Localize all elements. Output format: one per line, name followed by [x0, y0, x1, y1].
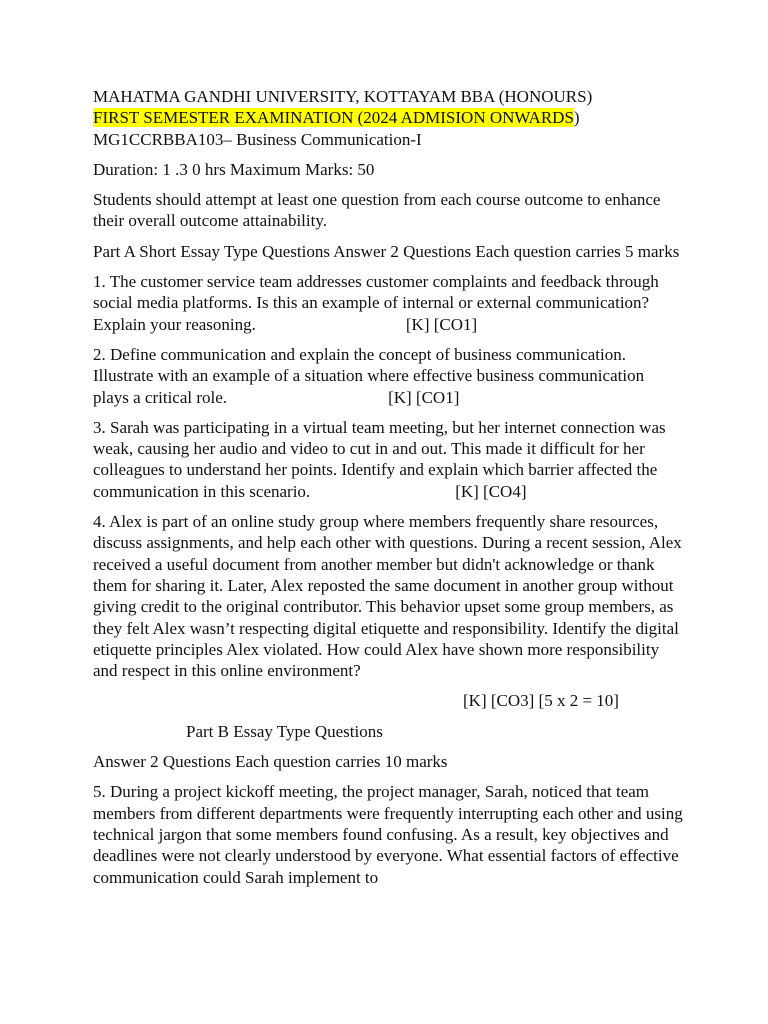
- question-text: 4. Alex is part of an online study group where members frequently share resources, discuss assignments, and help each other with questions. During a recent session, Alex received a useful document from another member but didn't acknowledge or thank them for sharing it. Later, Alex reposted the same document in another group without giving credit to the original contributor. This behavior upset some group members, as they felt Alex wasn’t respecting digital etiquette and responsibility. Identify the digital etiquette principles Alex violated. How could Alex have shown more responsibility and respect in this online environment?: [93, 512, 682, 681]
- university-title: MAHATMA GANDHI UNIVERSITY, KOTTAYAM BBA (HONOURS): [93, 87, 593, 106]
- part-a-heading: Part A Short Essay Type Questions Answer 2 Questions Each question carries 5 marks: [93, 241, 680, 261]
- exam-title-tail: ): [573, 108, 580, 128]
- question-5: [93, 781, 683, 887]
- part-b-subheading: Answer 2 Questions Each question carries 10 marks: [93, 752, 448, 772]
- question-4-tag: [K] [CO3] [5 x 2 = 10]: [463, 691, 619, 711]
- question-2: [93, 344, 683, 408]
- question-text: 2. Define communication and explain the concept of business communication. Illustrate with an example of a situation where effective business communication plays a critical role.: [93, 344, 645, 407]
- instructions: Students should attempt at least one question from each course outcome to enhance their overall outcome attainability.: [93, 190, 661, 231]
- course-code-title: MG1CCRBBA103– Business Communication-I: [93, 129, 422, 149]
- question-text: 3. Sarah was participating in a virtual team meeting, but her internet connection was weak, causing her audio and video to cut in and out. This made it difficult for her colleagues to understand her points. Identify and explain which barrier affected the communication in this scenario.: [93, 417, 666, 501]
- question-text: 1. The customer service team addresses customer complaints and feedback through social media platforms. Is this an example of internal or external communication? Explain your reasoning.: [93, 272, 659, 334]
- question-tag: [K] [CO4]: [455, 481, 527, 501]
- exam-title-highlighted: FIRST SEMESTER EXAMINATION (2024 ADMISION ONWARDS: [93, 108, 574, 128]
- exam-document: [93, 86, 683, 897]
- duration-marks: Duration: 1 .3 0 hrs Maximum Marks: 50: [93, 159, 375, 179]
- question-4: [93, 511, 683, 681]
- question-text: 5. During a project kickoff meeting, the project manager, Sarah, noticed that team members from different departments were frequently interrupting each other and using technical jargon that some members found confusing. As a result, key objectives and deadlines were not clearly understood by everyone. What essential factors of effective communication could Sarah implement to: [93, 782, 683, 887]
- question-tag: [K] [CO1]: [388, 387, 460, 407]
- question-1: [93, 271, 683, 335]
- question-3: [93, 417, 683, 502]
- part-b-heading: Part B Essay Type Questions: [186, 721, 383, 741]
- exam-header: [93, 86, 683, 150]
- question-tag: [K] [CO1]: [405, 314, 478, 334]
